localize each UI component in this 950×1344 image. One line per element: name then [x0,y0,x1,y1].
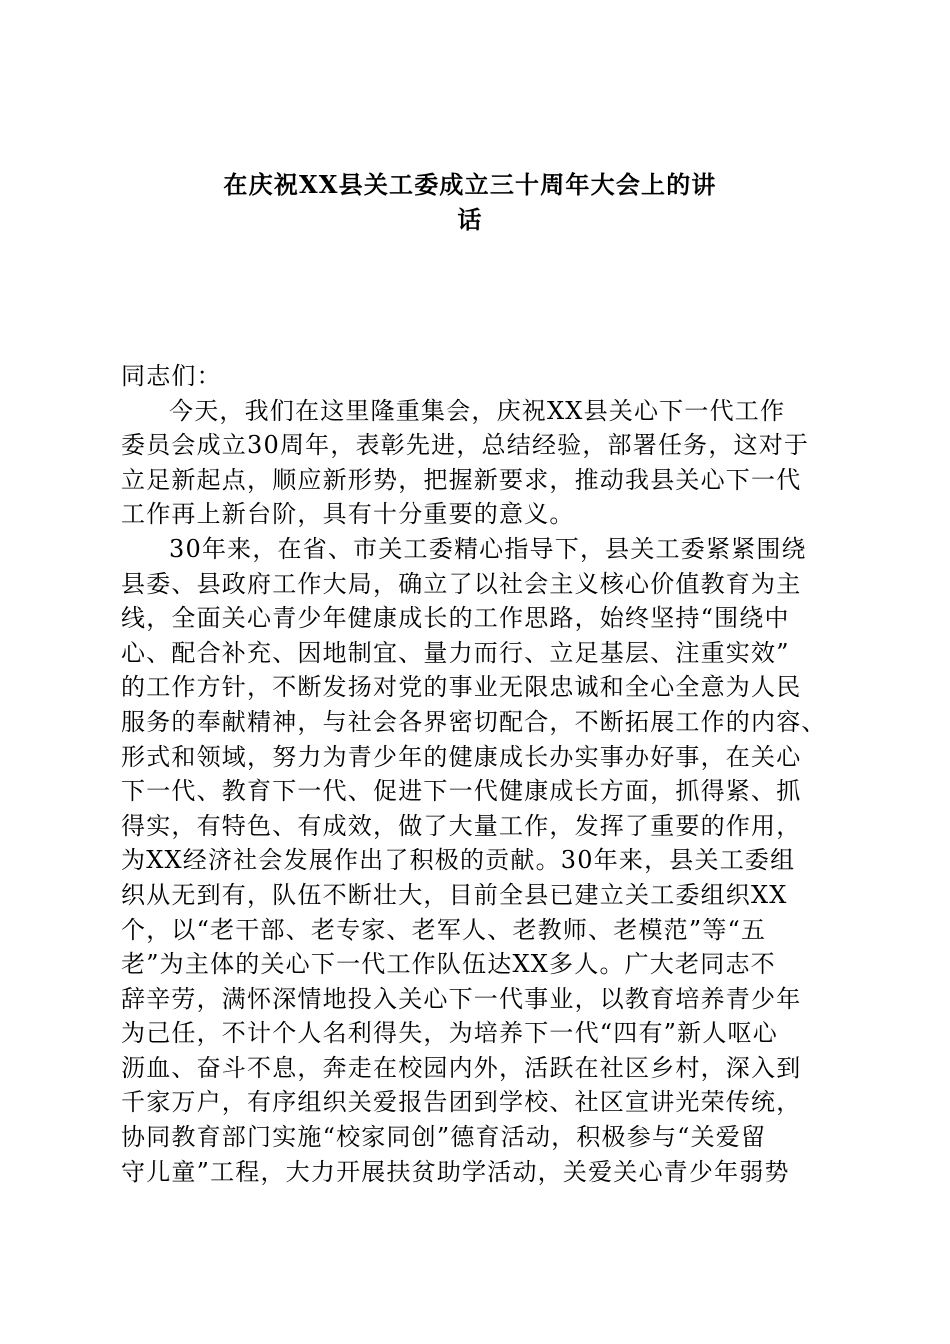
paragraph-1 [121,394,837,532]
salutation: 同志们： [121,362,222,390]
paragraph-line: 为XX经济社会发展作出了积极的贡献。30年来，县关工委组 [121,846,796,875]
document-title [110,168,830,237]
title-line: 话 [457,204,483,234]
paragraph-line: 千家万户，有序组织关爱报告团到学校、社区宣讲光荣传统， [121,1088,802,1117]
paragraph-line: 30年来，在省、市关工委精心指导下，县关工委紧紧围绕 [169,534,807,563]
paragraph-line: 立足新起点，顺应新形势，把握新要求，推动我县关心下一代 [121,465,802,494]
paragraph-line: 为己任，不计个人名利得失，为培养下一代“四有”新人呕心 [121,1019,778,1048]
paragraph-line: 协同教育部门实施“校家同创”德育活动，积极参与“关爱留 [121,1123,767,1152]
paragraph-line: 委员会成立30周年，表彰先进，总结经验，部署任务，这对于 [121,431,810,460]
paragraph-line: 县委、县政府工作大局，确立了以社会主义核心价值教育为主 [121,569,802,598]
paragraph-line: 老”为主体的关心下一代工作队伍达XX多人。广大老同志不 [121,950,776,979]
paragraph-line: 得实，有特色、有成效，做了大量工作，发挥了重要的作用， [121,811,802,840]
paragraph-line: 个，以“老干部、老专家、老军人、老教师、老模范”等“五 [121,915,767,944]
paragraph-2 [121,532,837,1189]
paragraph-line: 守儿童”工程，大力开展扶贫助学活动，关爱关心青少年弱势 [121,1157,790,1186]
paragraph-line: 织从无到有，队伍不断壮大，目前全县已建立关工委组织XX [121,880,788,909]
document-body [121,359,837,1189]
paragraph-line: 今天，我们在这里隆重集会，庆祝XX县关心下一代工作 [169,396,786,425]
paragraph-line: 沥血、奋斗不息，奔走在校园内外，活跃在社区乡村，深入到 [121,1053,802,1082]
paragraph-line: 服务的奉献精神，与社会各界密切配合，不断拓展工作的内容、 [121,707,827,736]
paragraph-line: 辞辛劳，满怀深情地投入关心下一代事业，以教育培养青少年 [121,984,802,1013]
paragraph-line: 工作再上新台阶，具有十分重要的意义。 [121,500,575,529]
paragraph-line: 下一代、教育下一代、促进下一代健康成长方面，抓得紧、抓 [121,777,802,806]
paragraph-line: 的工作方针，不断发扬对党的事业无限忠诚和全心全意为人民 [121,673,802,702]
title-line: 在庆祝XX县关工委成立三十周年大会上的讲 [223,170,717,199]
paragraph-line: 形式和领域，努力为青少年的健康成长办实事办好事，在关心 [121,742,802,771]
paragraph-line: 心、配合补充、因地制宜、量力而行、立足基层、注重实效” [121,638,790,667]
paragraph-line: 线，全面关心青少年健康成长的工作思路，始终坚持“围绕中 [121,604,790,633]
